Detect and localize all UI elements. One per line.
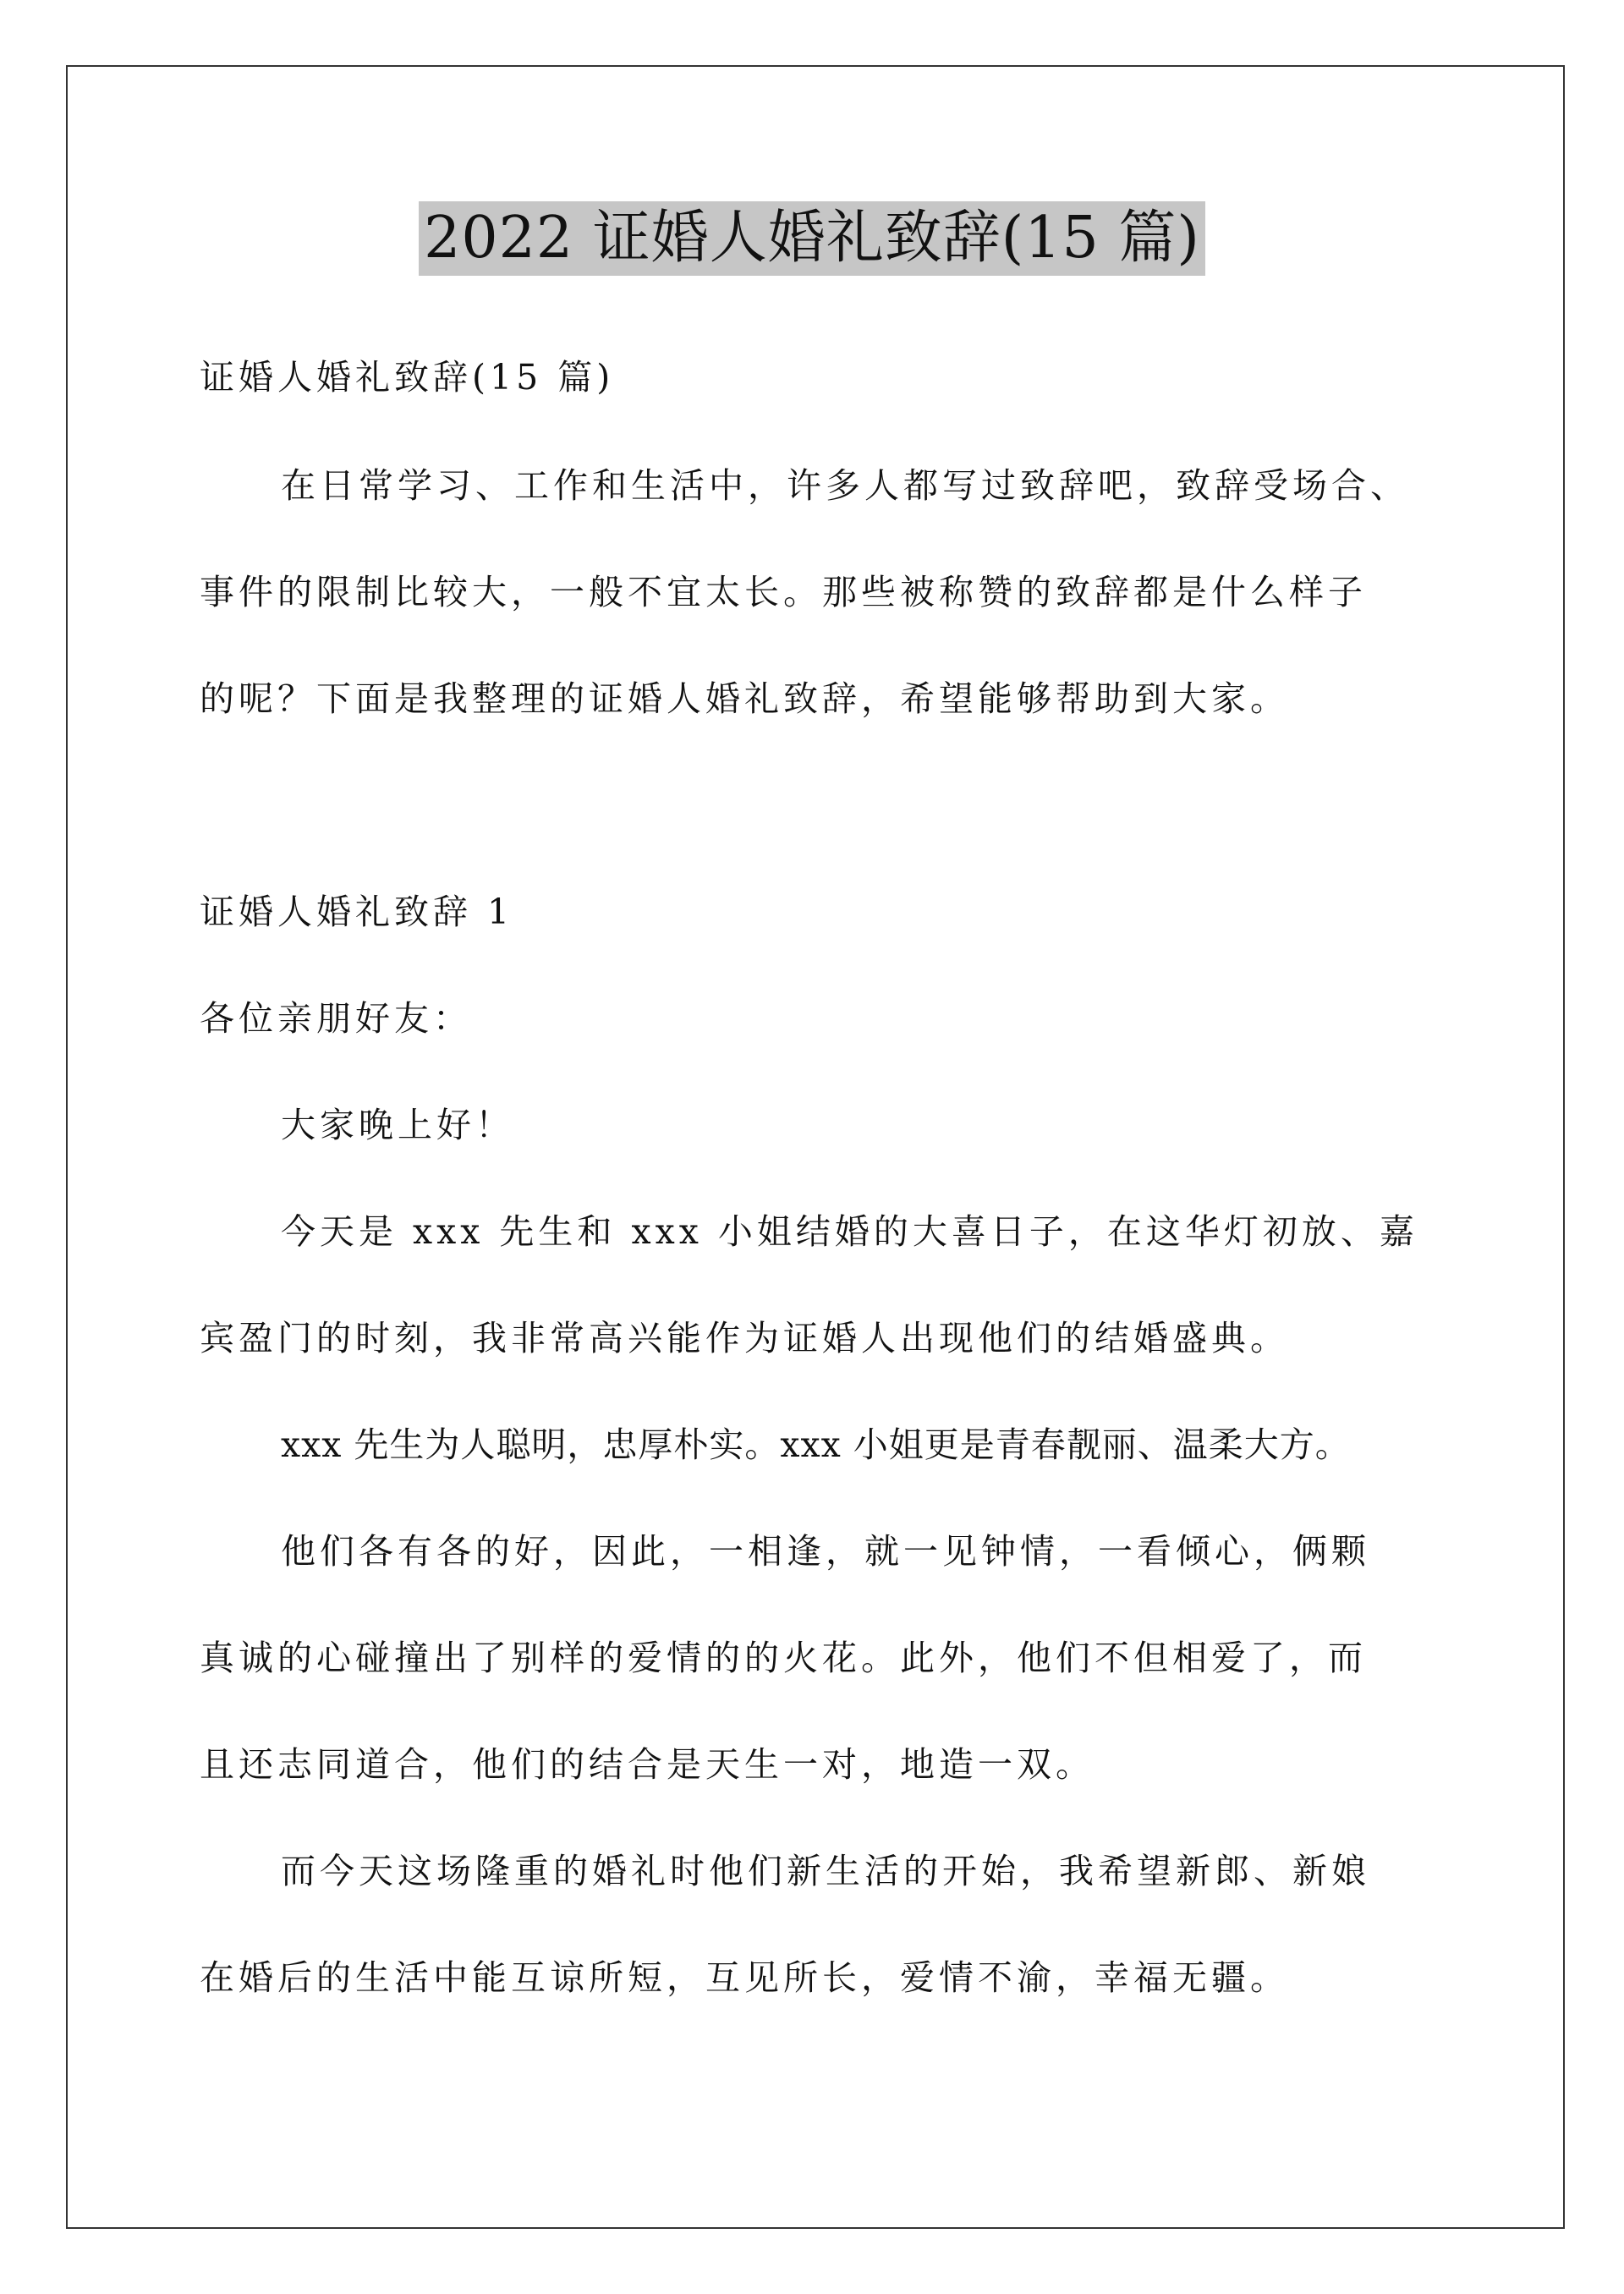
section-heading: 证婚人婚礼致辞 1	[200, 892, 514, 932]
paragraph-line: 的呢？下面是我整理的证婚人婚礼致辞，希望能够帮助到大家。	[200, 678, 1289, 719]
salutation-line: 各位亲朋好友：	[200, 998, 472, 1039]
paragraph-line: 真诚的心碰撞出了别样的爱情的的火花。此外，他们不但相爱了，而	[200, 1638, 1367, 1678]
paragraph-line: 且还志同道合，他们的结合是天生一对，地造一双。	[200, 1744, 1095, 1785]
paragraph-line: xxx 先生为人聪明，忠厚朴实。xxx 小姐更是青春靓丽、温柔大方。	[281, 1424, 1351, 1465]
paragraph-line: 在婚后的生活中能互谅所短，互见所长，爱情不渝，幸福无疆。	[200, 1957, 1289, 1998]
subtitle-line: 证婚人婚礼致辞(15 篇)	[200, 357, 615, 398]
document-title: 2022 证婚人婚礼致辞(15 篇)	[419, 201, 1205, 276]
paragraph-line: 在日常学习、工作和生活中，许多人都写过致辞吧，致辞受场合、	[281, 465, 1409, 506]
title-container	[0, 201, 1624, 276]
greeting-line: 大家晚上好！	[281, 1105, 514, 1145]
paragraph-line: 宾盈门的时刻，我非常高兴能作为证婚人出现他们的结婚盛典。	[200, 1318, 1289, 1358]
paragraph-line: 事件的限制比较大，一般不宜太长。那些被称赞的致辞都是什么样子	[200, 572, 1367, 612]
paragraph-line: 他们各有各的好，因此，一相逢，就一见钟情，一看倾心，俩颗	[281, 1531, 1370, 1572]
paragraph-line: 而今天这场隆重的婚礼时他们新生活的开始，我希望新郎、新娘	[281, 1851, 1370, 1891]
paragraph-line: 今天是 xxx 先生和 xxx 小姐结婚的大喜日子，在这华灯初放、嘉	[281, 1211, 1418, 1252]
